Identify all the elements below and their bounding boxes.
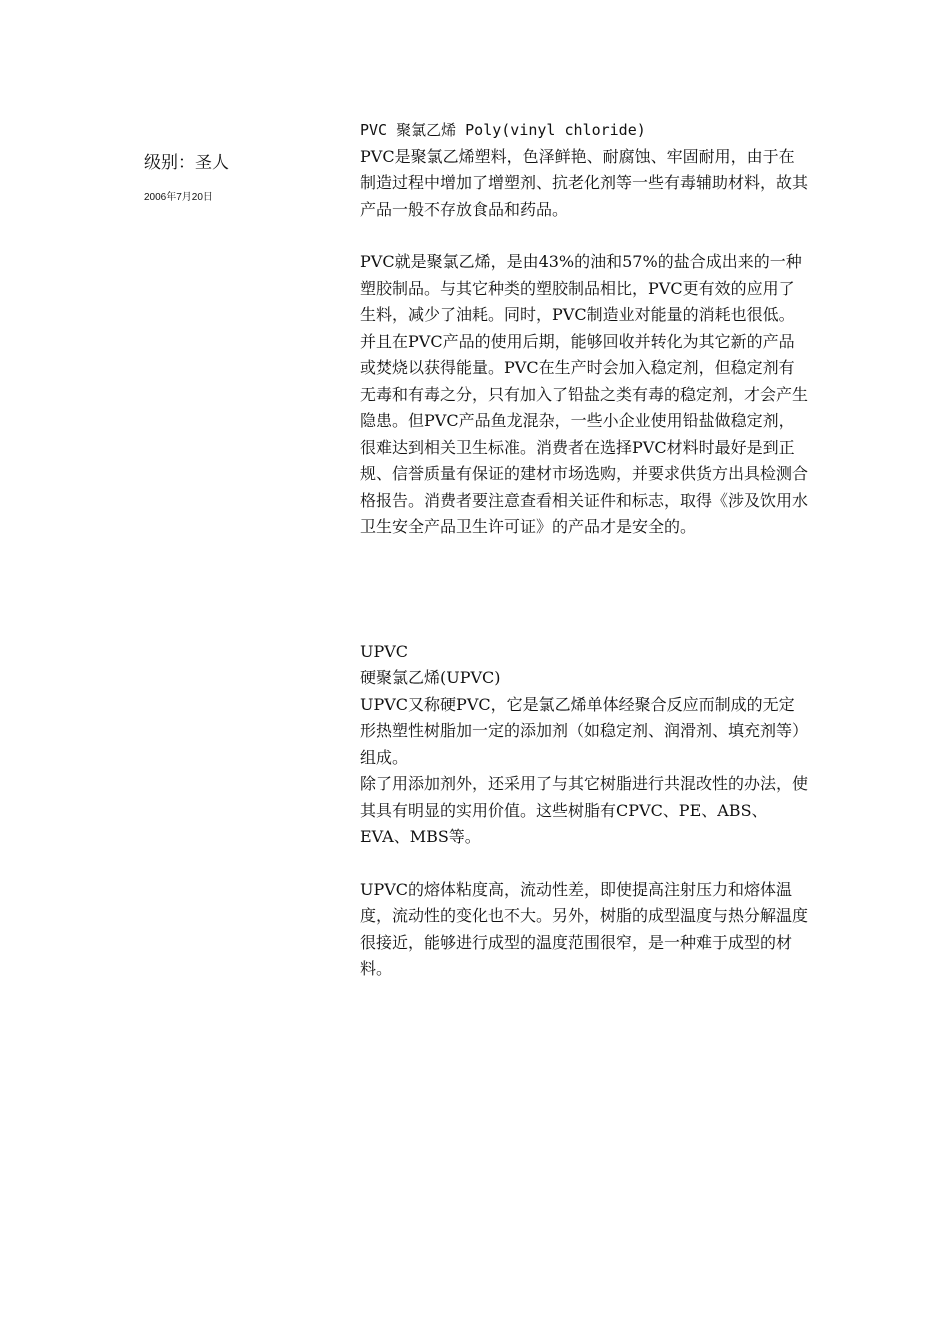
upvc-paragraph-2: 除了用添加剂外，还采用了与其它树脂进行共混改性的办法，使其具有明显的实用价值。这些树脂有CPVC、PE、ABS、EVA、MBS等。 xyxy=(360,774,809,846)
upvc-subheading: 硬聚氯乙烯(UPVC) xyxy=(360,668,501,687)
author-level: 级别：圣人 xyxy=(144,153,229,173)
pvc-paragraph-2: PVC就是聚氯乙烯，是由43%的油和57%的盐合成出来的一种塑胶制品。与其它种类的塑胶制品相比，PVC更有效的应用了生料，减少了油耗。同时，PVC制造业对能量的消耗也很低。并且在PVC产品的使用后期，能够回收并转化为其它新的产品或焚烧以获得能量。PVC在生产时会加入稳定剂，但稳定剂有无毒和有毒之分，只有加入了铅盐之类有毒的稳定剂，才会产生隐患。但PVC产品鱼龙混杂，一些小企业使用铅盐做稳定剂，很难达到相关卫生标准。消费者在选择PVC材料时最好是到正规、信誉质量有保证的建材市场选购，并要求供货方出具检测合格报告。消费者要注意查看相关证件和标志，取得《涉及饮用水卫生安全产品卫生许可证》的产品才是安全的。 xyxy=(360,252,809,536)
author-sidebar xyxy=(144,150,344,206)
spacer xyxy=(360,223,810,249)
spacer xyxy=(360,541,810,639)
pvc-paragraph-1: PVC是聚氯乙烯塑料，色泽鲜艳、耐腐蚀、牢固耐用，由于在制造过程中增加了增塑剂、抗老化剂等一些有毒辅助材料，故其产品一般不存放食品和药品。 xyxy=(360,146,809,219)
pvc-title: PVC 聚氯乙烯 Poly(vinyl chloride) xyxy=(360,121,646,139)
spacer xyxy=(360,851,810,877)
article-body xyxy=(360,117,810,983)
upvc-paragraph-1: UPVC又称硬PVC，它是氯乙烯单体经聚合反应而制成的无定形热塑性树脂加一定的添加剂（如稳定剂、润滑剂、填充剂等）组成。 xyxy=(360,694,809,767)
upvc-heading: UPVC xyxy=(360,641,409,661)
post-date: 2006年7月20日 xyxy=(144,192,213,203)
upvc-paragraph-3: UPVC的熔体粘度高，流动性差，即使提高注射压力和熔体温度，流动性的变化也不大。另外，树脂的成型温度与热分解温度很接近，能够进行成型的温度范围很窄，是一种难于成型的材料。 xyxy=(360,879,809,978)
